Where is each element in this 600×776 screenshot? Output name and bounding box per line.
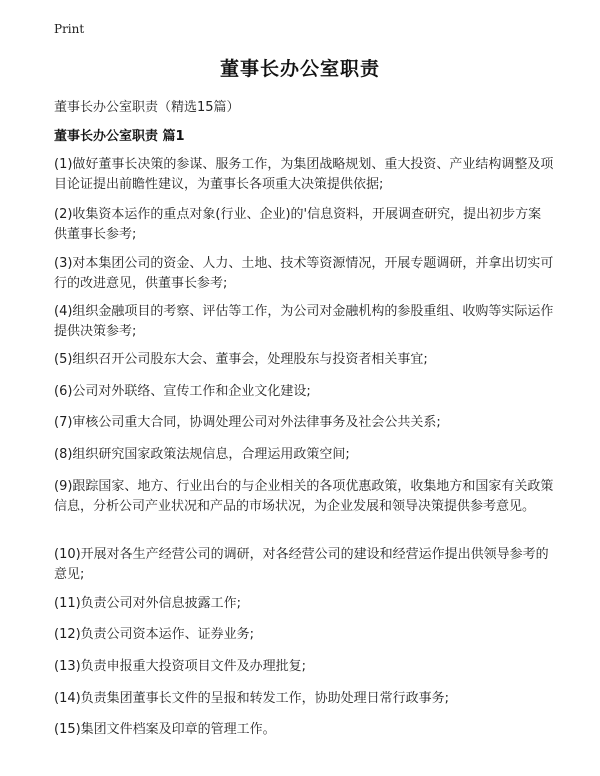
duty-item-7: (7)审核公司重大合同，协调处理公司对外法律事务及社会公共关系; bbox=[54, 415, 441, 430]
duty-item-11: (11)负责公司对外信息披露工作; bbox=[54, 596, 242, 611]
section-heading: 董事长办公室职责 篇1 bbox=[54, 129, 185, 144]
duty-item-5: (5)组织召开公司股东大会、董事会，处理股东与投资者相关事宜; bbox=[54, 352, 428, 367]
duty-item-12: (12)负责公司资本运作、证券业务; bbox=[54, 627, 255, 642]
document-title: 董事长办公室职责 bbox=[219, 58, 380, 80]
duty-item-4: (4)组织金融项目的考察、评估等工作，为公司对金融机构的参股重组、收购等实际运作提供决策参考; bbox=[54, 304, 554, 339]
document-subtitle: 董事长办公室职责（精选15篇） bbox=[54, 100, 240, 115]
duty-item-9: (9)跟踪国家、地方、行业出台的与企业相关的各项优惠政策，收集地方和国家有关政策信息，分析公司产业状况和产品的市场状况，为企业发展和领导决策提供参考意见。 bbox=[54, 479, 554, 514]
duty-item-6: (6)公司对外联络、宣传工作和企业文化建设; bbox=[54, 384, 311, 399]
duty-item-14: (14)负责集团董事长文件的呈报和转发工作，协助处理日常行政事务; bbox=[54, 691, 450, 706]
duty-item-3: (3)对本集团公司的资金、人力、土地、技术等资源情况，开展专题调研，并拿出切实可行的改进意见，供董事长参考; bbox=[54, 256, 554, 291]
duty-item-15: (15)集团文件档案及印章的管理工作。 bbox=[54, 722, 276, 737]
duty-item-13: (13)负责申报重大投资项目文件及办理批复; bbox=[54, 659, 307, 674]
duty-item-1: (1)做好董事长决策的参谋、服务工作，为集团战略规划、重大投资、产业结构调整及项目论证提出前瞻性建议，为董事长各项重大决策提供依据; bbox=[54, 157, 554, 192]
print-link[interactable]: Print bbox=[54, 22, 85, 36]
duty-item-8: (8)组织研究国家政策法规信息，合理运用政策空间; bbox=[54, 447, 350, 462]
duty-item-2: (2)收集资本运作的重点对象(行业、企业)的'信息资料，开展调查研究，提出初步方案供董事长参考; bbox=[54, 207, 542, 242]
duty-item-10: (10)开展对各生产经营公司的调研，对各经营公司的建设和经营运作提出供领导参考的意见; bbox=[54, 547, 549, 582]
